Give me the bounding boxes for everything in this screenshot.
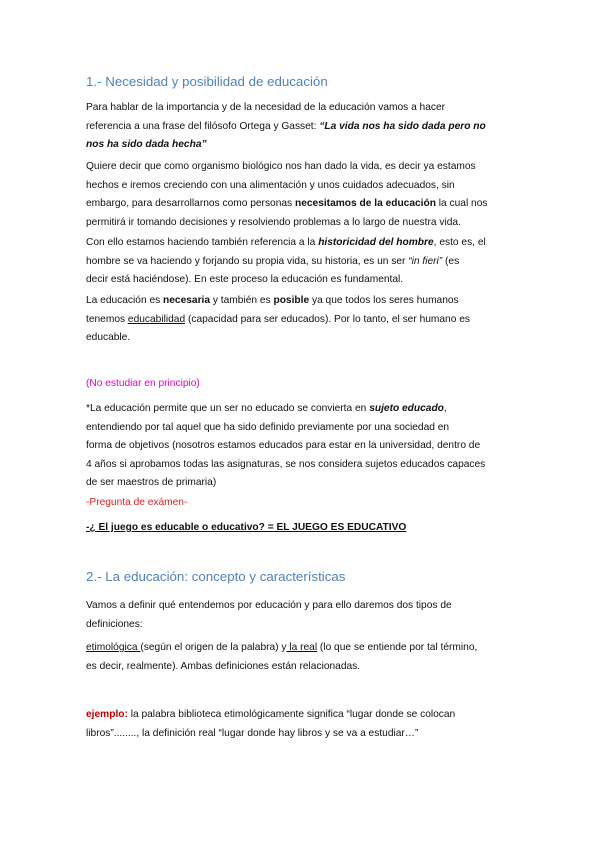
para2-line1: Quiere decir que como organismo biológico nos han dado la vida, es decir ya estamos — [86, 161, 476, 172]
para3-line2-text: hombre se va haciendo y forjando su propia vida, su historia, es un ser — [86, 255, 409, 267]
para2-line3-text: embargo, para desarrollarnos como personas — [86, 198, 295, 209]
para3-line1-text: Con ello estamos haciendo también referencia a la — [86, 237, 319, 248]
para5-line1 — [86, 400, 518, 419]
s2-para3-line1 — [86, 706, 518, 725]
s2-para3-line1-text: la palabra biblioteca etimológicamente significa “lugar donde se colocan — [127, 709, 456, 720]
s2-para2-line2: es decir, realmente). Ambas definiciones están relacionadas. — [86, 660, 361, 672]
paragraph-ortega-quote — [86, 99, 518, 155]
exam-question-label: -Pregunta de exámen- — [86, 497, 188, 508]
educabilidad-underlined: educabilidad — [127, 313, 186, 325]
s2-para2-line1 — [86, 639, 518, 658]
s2-para1-line2: definiciones: — [86, 618, 143, 630]
paragraph-historicidad — [86, 234, 518, 290]
necesitamos-educacion-bold: necesitamos de la educación — [294, 198, 436, 209]
s2-para3-line2: libros”........, la definición real “lugar donde hay libros y se va a estudiar…” — [86, 727, 419, 739]
para5-line2: entendiendo por tal aquel que ha sido definido previamente por una sociedad en — [86, 421, 450, 433]
para2-line2: hechos e iremos creciendo con una alimentación y unos cuidados adecuados, sin — [86, 179, 455, 191]
para1-line2-text: referencia a una frase del filósofo Ortega y Gasset: — [86, 120, 320, 132]
paragraph-definiciones — [86, 639, 518, 676]
ortega-quote-end: nos ha sido dada hecha” — [86, 139, 207, 150]
paragraph-organismo-biologico — [86, 158, 518, 232]
para5-line5: de ser maestros de primaria) — [86, 477, 217, 488]
sujeto-educado-bold: sujeto educado — [369, 403, 444, 414]
para4-line1-text: La educación es — [86, 295, 164, 306]
s2-para1-line1: Vamos a definir qué entendemos por educación y para ello daremos dos tipos de — [86, 600, 452, 611]
para4-line2 — [86, 311, 518, 330]
para1-line2 — [86, 118, 518, 137]
ejemplo-label: ejemplo: — [86, 709, 128, 720]
para3-line2 — [86, 253, 518, 272]
paragraph-definir-educacion — [86, 597, 518, 634]
para4-line1-mid: y también es — [210, 295, 274, 306]
para5-line4: 4 años si aprobamos todas las asignaturas, se nos considera sujetos educados capaces — [86, 458, 486, 470]
section-2-heading: 2.- La educación: concepto y características — [86, 569, 346, 584]
paragraph-sujeto-educado — [86, 400, 518, 493]
para3-line2-tail: (es — [442, 255, 460, 267]
para5-line1-text: *La educación permite que un ser no educado se convierta en — [86, 403, 370, 414]
ortega-quote-start: “La vida nos ha sido dada pero no — [319, 120, 486, 132]
para4-line1 — [86, 292, 518, 311]
la-real-underlined: la real — [286, 642, 318, 653]
necesaria-bold: necesaria — [163, 295, 211, 306]
para3-line3: decir está haciéndose). En este proceso la educación es fundamental. — [86, 274, 404, 285]
etimologica-underlined: etimológica — [86, 642, 141, 653]
s2-para2-line1-text: (según el origen de la palabra) y — [140, 642, 287, 653]
note-no-estudiar: (No estudiar en principio) — [86, 378, 200, 389]
para5-line3: forma de objetivos (nosotros estamos educados para estar en la universidad, dentro de — [86, 440, 481, 451]
para4-line3: educable. — [86, 332, 131, 343]
exam-question: -¿ El juego es educable o educativo? = EL JUEGO ES EDUCATIVO — [86, 522, 407, 533]
para4-line1-tail: ya que todos los seres humanos — [309, 295, 459, 306]
section-1-heading: 1.- Necesidad y posibilidad de educación — [86, 74, 328, 89]
para1-line1: Para hablar de la importancia y de la necesidad de la educación vamos a hacer — [86, 102, 446, 113]
paragraph-ejemplo — [86, 706, 518, 743]
s2-para2-line1-tail: (lo que se entiende por tal término, — [317, 642, 478, 653]
paragraph-necesaria-posible — [86, 292, 518, 348]
in-fieri-italic: “in fieri” — [408, 255, 443, 267]
para4-line2-tail: (capacidad para ser educados). Por lo tanto, el ser humano es — [185, 313, 470, 325]
para2-line4: permitirá ir tomando decisiones y resolviendo problemas a lo largo de nuestra vida. — [86, 216, 461, 228]
para2-line3 — [86, 195, 518, 214]
para4-line2-text: tenemos — [86, 313, 128, 325]
para2-line3-tail: la cual nos — [435, 198, 488, 209]
para3-line1 — [86, 234, 518, 253]
posible-bold: posible — [273, 295, 310, 306]
historicidad-bold: historicidad del hombre — [318, 237, 434, 248]
para5-line1-tail: , — [443, 403, 447, 414]
para3-line1-tail: , esto es, el — [433, 237, 486, 248]
